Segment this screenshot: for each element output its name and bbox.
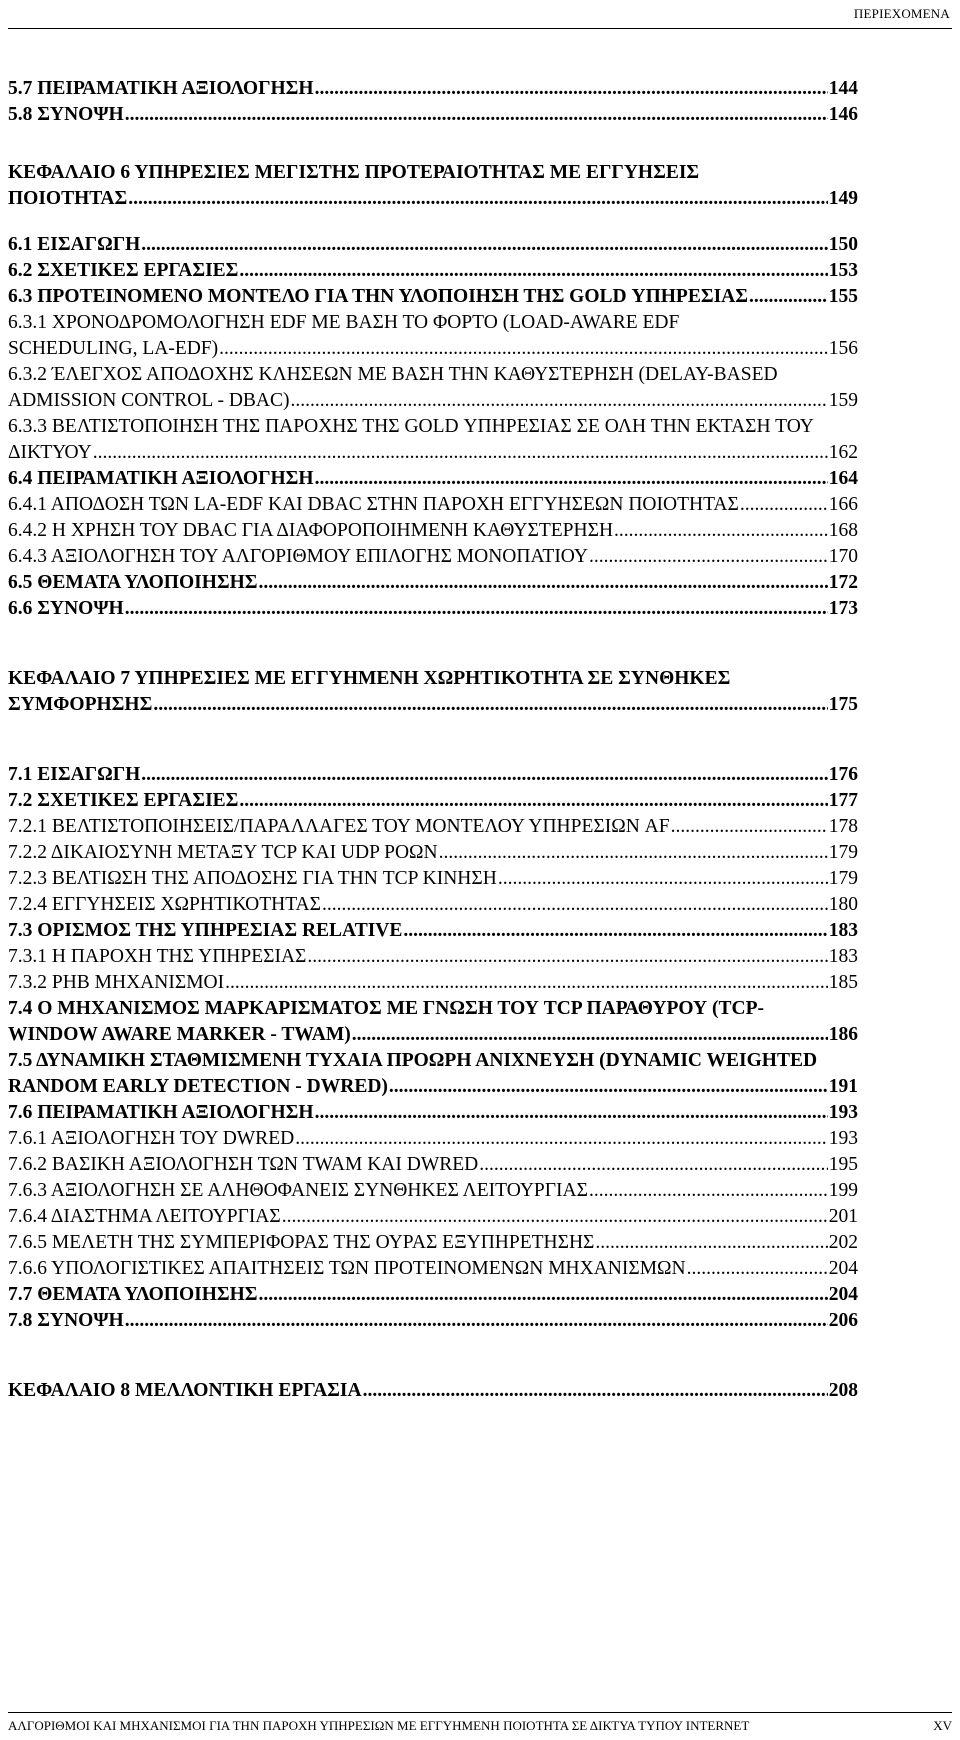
dot-leader — [589, 1178, 828, 1204]
toc-entry-page: 175 — [828, 694, 858, 715]
toc-entry-title: ΣΥΜΦΟΡΗΣΗΣ — [8, 694, 153, 715]
toc-entry[interactable] — [8, 1152, 858, 1178]
toc-entry-page: 204 — [828, 1258, 858, 1279]
table-of-contents — [8, 76, 858, 1404]
toc-entry-page: 150 — [828, 234, 858, 255]
footer-rule — [8, 1712, 952, 1713]
dot-leader — [498, 866, 828, 892]
toc-entry[interactable] — [8, 466, 858, 492]
dot-leader — [352, 1022, 828, 1048]
toc-entry-title: ADMISSION CONTROL - DBAC) — [8, 390, 290, 411]
toc-entry-title: 7.6.2 ΒΑΣΙΚΗ ΑΞΙΟΛΟΓΗΣΗ ΤΩΝ TWAM ΚΑΙ DWRED — [8, 1154, 479, 1175]
dot-leader — [439, 840, 828, 866]
dot-leader — [671, 814, 828, 840]
toc-entry[interactable] — [8, 814, 858, 840]
dot-leader — [141, 762, 827, 788]
toc-entry-page: 202 — [828, 1232, 858, 1253]
dot-leader — [740, 492, 828, 518]
toc-entry-title-line1: 7.5 ΔΥΝΑΜΙΚΗ ΣΤΑΘΜΙΣΜΕΝΗ ΤΥΧΑΙΑ ΠΡΟΩΡΗ ΑΝΙΧΝΕΥΣΗ (DYNAMIC WEIGHTED — [8, 1050, 818, 1071]
toc-entry-title: ΚΕΦΑΛΑΙΟ 8 ΜΕΛΛΟΝΤΙΚΗ ΕΡΓΑΣΙΑ — [8, 1380, 362, 1401]
dot-leader — [239, 258, 827, 284]
toc-entry[interactable] — [8, 310, 858, 362]
toc-entry-title: 7.8 ΣΥΝΟΨΗ — [8, 1310, 124, 1331]
dot-leader — [295, 1126, 828, 1152]
toc-entry-page: 199 — [828, 1180, 858, 1201]
toc-entry-title: 7.6.5 ΜΕΛΕΤΗ ΤΗΣ ΣΥΜΠΕΡΙΦΟΡΑΣ ΤΗΣ ΟΥΡΑΣ ΕΞΥΠΗΡΕΤΗΣΗΣ — [8, 1232, 595, 1253]
toc-chapter-entry[interactable] — [8, 1378, 858, 1404]
toc-entry-title: 7.3.2 PHB ΜΗΧΑΝΙΣΜΟΙ — [8, 972, 225, 993]
toc-entry-title: 5.7 ΠΕΙΡΑΜΑΤΙΚΗ ΑΞΙΟΛΟΓΗΣΗ — [8, 78, 314, 99]
toc-entry-page: 206 — [828, 1310, 858, 1331]
dot-leader — [403, 918, 827, 944]
toc-entry-title-line1: 6.3.1 ΧΡΟΝΟΔΡΟΜΟΛΟΓΗΣΗ EDF ΜΕ ΒΑΣΗ ΤΟ ΦΟΡΤΟ (LOAD-AWARE EDF — [8, 312, 680, 333]
toc-entry-page: 155 — [828, 286, 858, 307]
toc-entry-title-line1: ΚΕΦΑΛΑΙΟ 6 ΥΠΗΡΕΣΙΕΣ ΜΕΓΙΣΤΗΣ ΠΡΟΤΕΡΑΙΟΤΗΤΑΣ ΜΕ ΕΓΓΥΗΣΕΙΣ — [8, 162, 700, 183]
toc-entry-title: 6.1 ΕΙΣΑΓΩΓΗ — [8, 234, 141, 255]
toc-entry-page: 201 — [828, 1206, 858, 1227]
toc-entry-page: 156 — [828, 338, 858, 359]
toc-entry-title: 7.2.4 ΕΓΓΥΗΣΕΙΣ ΧΩΡΗΤΙΚΟΤΗΤΑΣ — [8, 894, 321, 915]
dot-leader — [315, 76, 828, 102]
dot-leader — [93, 440, 828, 466]
footer-page-number: XV — [933, 1718, 952, 1733]
dot-leader — [153, 692, 827, 718]
dot-leader — [363, 1378, 828, 1404]
toc-entry-page: 183 — [828, 920, 858, 941]
toc-entry[interactable] — [8, 258, 858, 284]
dot-leader — [315, 466, 828, 492]
toc-entry[interactable] — [8, 284, 858, 310]
toc-entry[interactable] — [8, 996, 858, 1048]
toc-chapter-entry[interactable] — [8, 160, 858, 212]
toc-entry-title-line1: 6.3.2 ΈΛΕΓΧΟΣ ΑΠΟΔΟΧΗΣ ΚΛΗΣΕΩΝ ΜΕ ΒΑΣΗ ΤΗΝ ΚΑΘΥΣΤΕΡΗΣΗ (DELAY-BASED — [8, 364, 778, 385]
toc-entry-title: RANDOM EARLY DETECTION - DWRED) — [8, 1076, 388, 1097]
toc-entry-page: 173 — [828, 598, 858, 619]
toc-entry[interactable] — [8, 944, 858, 970]
toc-entry-title: 7.6.1 ΑΞΙΟΛΟΓΗΣΗ ΤΟΥ DWRED — [8, 1128, 295, 1149]
toc-entry[interactable] — [8, 970, 858, 996]
toc-chapter-entry[interactable] — [8, 666, 858, 718]
toc-entry[interactable] — [8, 1126, 858, 1152]
dot-leader — [291, 388, 828, 414]
toc-entry-page: 204 — [828, 1284, 858, 1305]
toc-entry-title: 7.6.6 ΥΠΟΛΟΓΙΣΤΙΚΕΣ ΑΠΑΙΤΗΣΕΙΣ ΤΩΝ ΠΡΟΤΕΙΝΟΜΕΝΩΝ ΜΗΧΑΝΙΣΜΩΝ — [8, 1258, 686, 1279]
toc-entry-title: 6.5 ΘΕΜΑΤΑ ΥΛΟΠΟΙΗΣΗΣ — [8, 572, 258, 593]
dot-leader — [282, 1204, 828, 1230]
toc-entry-page: 180 — [828, 894, 858, 915]
running-footer — [8, 1718, 952, 1734]
toc-entry[interactable] — [8, 1048, 858, 1100]
toc-entry-page: 193 — [828, 1102, 858, 1123]
toc-entry[interactable] — [8, 544, 858, 570]
dot-leader — [749, 284, 828, 310]
toc-entry-title: 7.3.1 Η ΠΑΡΟΧΗ ΤΗΣ ΥΠΗΡΕΣΙΑΣ — [8, 946, 307, 967]
toc-entry-title: 7.7 ΘΕΜΑΤΑ ΥΛΟΠΟΙΗΣΗΣ — [8, 1284, 258, 1305]
toc-entry[interactable] — [8, 1204, 858, 1230]
toc-entry-page: 149 — [828, 188, 858, 209]
dot-leader — [125, 102, 828, 128]
toc-entry-page: 164 — [828, 468, 858, 489]
toc-entry-page: 177 — [828, 790, 858, 811]
toc-entry[interactable] — [8, 102, 858, 128]
toc-entry-page: 146 — [828, 104, 858, 125]
dot-leader — [307, 944, 827, 970]
toc-entry[interactable] — [8, 866, 858, 892]
toc-entry-title: 6.3 ΠΡΟΤΕΙΝΟΜΕΝΟ ΜΟΝΤΕΛΟ ΓΙΑ ΤΗΝ ΥΛΟΠΟΙΗΣΗ ΤΗΣ GOLD ΥΠΗΡΕΣΙΑΣ — [8, 286, 748, 307]
dot-leader — [259, 1282, 828, 1308]
header-rule — [8, 28, 952, 29]
toc-entry-title: 7.2.3 ΒΕΛΤΙΩΣΗ ΤΗΣ ΑΠΟΔΟΣΗΣ ΓΙΑ ΤΗΝ TCP ΚΙΝΗΣΗ — [8, 868, 497, 889]
toc-entry-title: 7.2 ΣΧΕΤΙΚΕΣ ΕΡΓΑΣΙΕΣ — [8, 790, 239, 811]
toc-entry[interactable] — [8, 232, 858, 258]
toc-entry-title: 6.4.1 ΑΠΟΔΟΣΗ ΤΩΝ LA-EDF ΚΑΙ DBAC ΣΤΗΝ ΠΑΡΟΧΗ ΕΓΓΥΗΣΕΩΝ ΠΟΙΟΤΗΤΑΣ — [8, 494, 739, 515]
toc-entry[interactable] — [8, 918, 858, 944]
toc-entry[interactable] — [8, 892, 858, 918]
toc-entry-title: 7.2.1 ΒΕΛΤΙΣΤΟΠΟΙΗΣΕΙΣ/ΠΑΡΑΛΛΑΓΕΣ ΤΟΥ ΜΟΝΤΕΛΟΥ ΥΠΗΡΕΣΙΩΝ AF — [8, 816, 670, 837]
toc-entry-title: SCHEDULING, LA-EDF) — [8, 338, 219, 359]
dot-leader — [589, 544, 828, 570]
toc-entry-title: 5.8 ΣΥΝΟΨΗ — [8, 104, 124, 125]
toc-entry-title: 6.4.3 ΑΞΙΟΛΟΓΗΣΗ ΤΟΥ ΑΛΓΟΡΙΘΜΟΥ ΕΠΙΛΟΓΗΣ ΜΟΝΟΠΑΤΙΟΥ — [8, 546, 589, 567]
toc-entry-page: 179 — [828, 868, 858, 889]
toc-entry-title: 6.4.2 Η ΧΡΗΣΗ ΤΟΥ DBAC ΓΙΑ ΔΙΑΦΟΡΟΠΟΙΗΜΕΝΗ ΚΑΘΥΣΤΕΡΗΣΗ — [8, 520, 614, 541]
dot-leader — [225, 970, 828, 996]
dot-leader — [128, 186, 828, 212]
toc-entry[interactable] — [8, 1100, 858, 1126]
toc-entry-page: 186 — [828, 1024, 858, 1045]
toc-entry-title: 6.2 ΣΧΕΤΙΚΕΣ ΕΡΓΑΣΙΕΣ — [8, 260, 239, 281]
dot-leader — [322, 892, 828, 918]
dot-leader — [389, 1074, 828, 1100]
toc-entry-page: 191 — [828, 1076, 858, 1097]
toc-entry-page: 183 — [828, 946, 858, 967]
toc-entry[interactable] — [8, 1178, 858, 1204]
toc-entry-title: WINDOW AWARE MARKER - TWAM) — [8, 1024, 351, 1045]
toc-entry-page: 178 — [828, 816, 858, 837]
dot-leader — [259, 570, 828, 596]
toc-entry-page: 144 — [828, 78, 858, 99]
toc-entry-title: 6.4 ΠΕΙΡΑΜΑΤΙΚΗ ΑΞΙΟΛΟΓΗΣΗ — [8, 468, 314, 489]
toc-entry-page: 170 — [828, 546, 858, 567]
toc-entry-title: 7.6 ΠΕΙΡΑΜΑΤΙΚΗ ΑΞΙΟΛΟΓΗΣΗ — [8, 1102, 314, 1123]
dot-leader — [595, 1230, 827, 1256]
dot-leader — [141, 232, 827, 258]
toc-entry[interactable] — [8, 518, 858, 544]
toc-entry-page: 179 — [828, 842, 858, 863]
toc-entry-page: 162 — [828, 442, 858, 463]
running-header: ΠΕΡΙΕΧΟΜΕΝΑ — [853, 6, 950, 21]
toc-entry[interactable] — [8, 1308, 858, 1334]
footer-title: ΑΛΓΟΡΙΘΜΟΙ ΚΑΙ ΜΗΧΑΝΙΣΜΟΙ ΓΙΑ ΤΗΝ ΠΑΡΟΧΗ ΥΠΗΡΕΣΙΩΝ ΜΕ ΕΓΓΥΗΜΕΝΗ ΠΟΙΟΤΗΤΑ ΣΕ ΔΙΚΤΥΑ ΤΥΠΟΥ INTERNET — [8, 1718, 750, 1733]
toc-entry-title: 7.6.3 ΑΞΙΟΛΟΓΗΣΗ ΣΕ ΑΛΗΘΟΦΑΝΕΙΣ ΣΥΝΘΗΚΕΣ ΛΕΙΤΟΥΡΓΙΑΣ — [8, 1180, 588, 1201]
dot-leader — [687, 1256, 828, 1282]
toc-entry-title-line1: 7.4 Ο ΜΗΧΑΝΙΣΜΟΣ ΜΑΡΚΑΡΙΣΜΑΤΟΣ ΜΕ ΓΝΩΣΗ ΤΟΥ TCP ΠΑΡΑΘΥΡΟΥ (TCP- — [8, 998, 764, 1019]
toc-entry[interactable] — [8, 1282, 858, 1308]
toc-entry[interactable] — [8, 840, 858, 866]
toc-entry-title: 7.2.2 ΔΙΚΑΙΟΣΥΝΗ ΜΕΤΑΞΥ TCP ΚΑΙ UDP ΡΟΩΝ — [8, 842, 438, 863]
toc-entry[interactable] — [8, 1256, 858, 1282]
toc-entry-page: 176 — [828, 764, 858, 785]
dot-leader — [125, 1308, 828, 1334]
toc-entry[interactable] — [8, 596, 858, 622]
dot-leader — [315, 1100, 828, 1126]
toc-entry-title-line1: ΚΕΦΑΛΑΙΟ 7 ΥΠΗΡΕΣΙΕΣ ΜΕ ΕΓΓΥΗΜΕΝΗ ΧΩΡΗΤΙΚΟΤΗΤΑ ΣΕ ΣΥΝΘΗΚΕΣ — [8, 668, 731, 689]
toc-entry-page: 193 — [828, 1128, 858, 1149]
dot-leader — [219, 336, 828, 362]
toc-entry-page: 172 — [828, 572, 858, 593]
toc-entry-title: 7.3 ΟΡΙΣΜΟΣ ΤΗΣ ΥΠΗΡΕΣΙΑΣ RELATIVE — [8, 920, 403, 941]
toc-entry-page: 168 — [828, 520, 858, 541]
toc-entry-title: ΔΙΚΤΥΟΥ — [8, 442, 92, 463]
dot-leader — [614, 518, 828, 544]
dot-leader — [125, 596, 828, 622]
toc-entry-title: 7.1 ΕΙΣΑΓΩΓΗ — [8, 764, 141, 785]
toc-entry[interactable] — [8, 1230, 858, 1256]
dot-leader — [239, 788, 827, 814]
toc-entry-page: 153 — [828, 260, 858, 281]
dot-leader — [479, 1152, 828, 1178]
toc-entry-title: ΠΟΙΟΤΗΤΑΣ — [8, 188, 128, 209]
toc-entry[interactable] — [8, 414, 858, 466]
toc-entry-page: 159 — [828, 390, 858, 411]
toc-entry[interactable] — [8, 788, 858, 814]
toc-entry-title-line1: 6.3.3 ΒΕΛΤΙΣΤΟΠΟΙΗΣΗ ΤΗΣ ΠΑΡΟΧΗΣ ΤΗΣ GOLD ΥΠΗΡΕΣΙΑΣ ΣΕ ΟΛΗ ΤΗΝ ΕΚΤΑΣΗ ΤΟΥ — [8, 416, 814, 437]
toc-entry-page: 208 — [828, 1380, 858, 1401]
toc-entry[interactable] — [8, 492, 858, 518]
toc-entry[interactable] — [8, 362, 858, 414]
toc-entry-page: 195 — [828, 1154, 858, 1175]
toc-entry-title: 7.6.4 ΔΙΑΣΤΗΜΑ ΛΕΙΤΟΥΡΓΙΑΣ — [8, 1206, 281, 1227]
toc-entry[interactable] — [8, 570, 858, 596]
toc-entry-title: 6.6 ΣΥΝΟΨΗ — [8, 598, 124, 619]
toc-entry-page: 166 — [828, 494, 858, 515]
toc-entry[interactable] — [8, 76, 858, 102]
toc-entry-page: 185 — [828, 972, 858, 993]
toc-entry[interactable] — [8, 762, 858, 788]
